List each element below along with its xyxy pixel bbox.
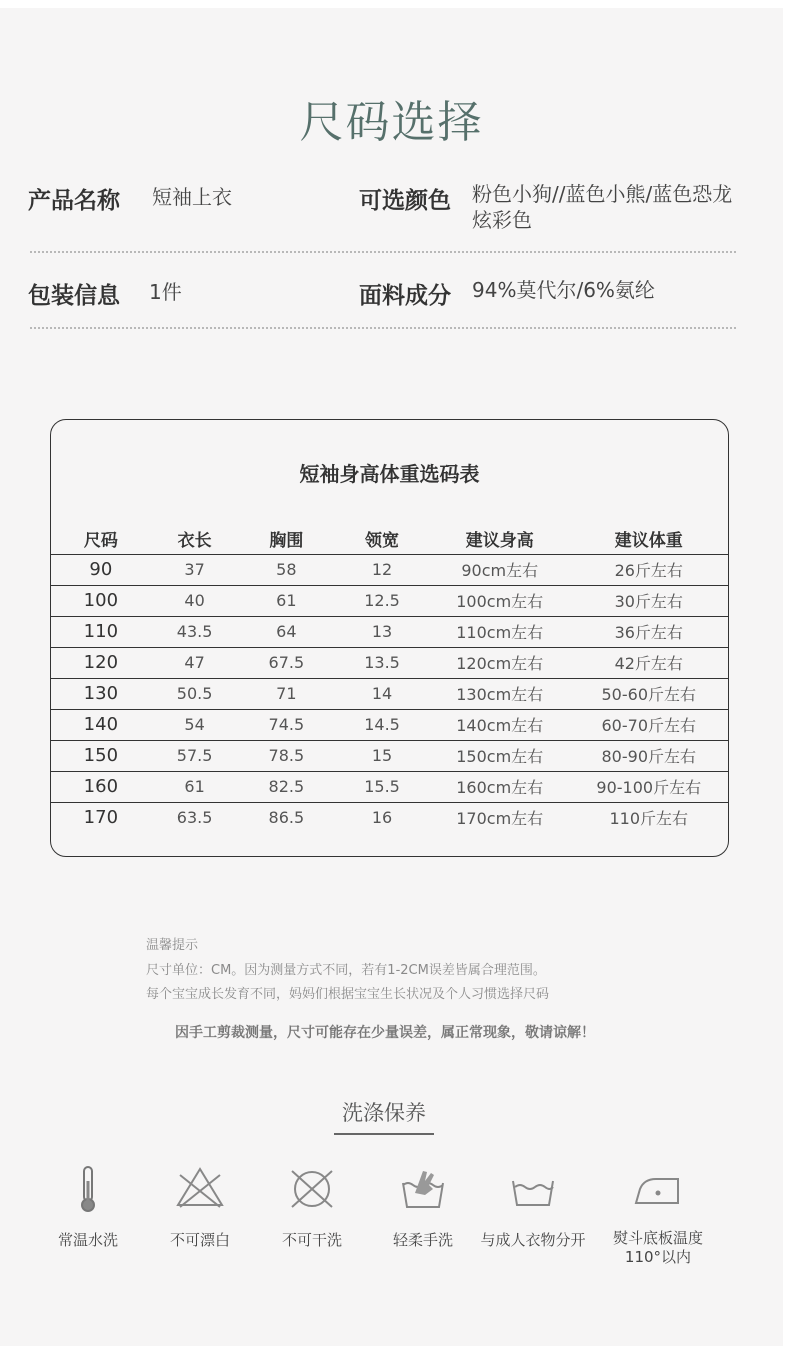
table-cell: 74.5	[238, 709, 334, 740]
size-chart-table	[51, 524, 728, 833]
table-cell: 61	[151, 771, 239, 802]
table-cell: 15.5	[334, 771, 430, 802]
table-row	[51, 585, 728, 616]
table-cell: 14.5	[334, 709, 430, 740]
header-chest: 胸围	[238, 524, 334, 554]
care-label: 不可漂白	[169, 1231, 230, 1249]
hand-wash-icon	[397, 1163, 449, 1213]
table-cell: 64	[238, 616, 334, 647]
size-cell: 170	[83, 807, 119, 829]
table-cell: 37	[151, 554, 239, 585]
table-cell: 130cm左右	[430, 678, 570, 709]
colors-value-line2: 炫彩色	[472, 208, 532, 232]
table-row	[51, 802, 728, 833]
colors-value-line1: 粉色小狗//蓝色小熊/蓝色恐龙	[472, 182, 733, 206]
table-cell: 82.5	[238, 771, 334, 802]
header-length: 衣长	[151, 524, 239, 554]
table-cell: 30斤左右	[570, 585, 728, 616]
table-cell: 110cm左右	[430, 616, 570, 647]
product-name-value: 短袖上衣	[152, 185, 232, 209]
package-value: 1件	[149, 280, 182, 304]
table-row	[51, 709, 728, 740]
header-size: 尺码	[51, 524, 151, 554]
care-label: 轻柔手洗	[392, 1231, 453, 1249]
table-cell: 12.5	[334, 585, 430, 616]
size-cell: 130	[51, 678, 151, 709]
tips-line-1: 尺寸单位：CM。因为测量方式不同，若有1-2CM误差皆属合理范围。	[146, 963, 546, 978]
fabric-value: 94%莫代尔/6%氨纶	[472, 278, 655, 302]
table-header-row	[51, 524, 728, 554]
measurement-notice: 因手工剪裁测量，尺寸可能存在少量误差，属正常现象，敬请谅解！	[175, 1025, 595, 1041]
care-item-wash-separately	[463, 1163, 603, 1250]
table-cell: 80-90斤左右	[570, 740, 728, 771]
table-cell: 54	[151, 709, 239, 740]
table-cell: 78.5	[238, 740, 334, 771]
table-cell: 42斤左右	[570, 647, 728, 678]
table-cell: 13.5	[334, 647, 430, 678]
table-cell: 63.5	[176, 808, 213, 828]
table-row	[51, 554, 728, 585]
table-cell: 90cm左右	[430, 554, 570, 585]
product-name-label: 产品名称	[28, 188, 120, 214]
tips-title: 温馨提示	[146, 938, 199, 953]
care-label: 常温水洗	[57, 1231, 118, 1249]
table-row	[51, 647, 728, 678]
table-cell: 26斤左右	[570, 554, 728, 585]
header-collar: 领宽	[334, 524, 430, 554]
table-cell: 120cm左右	[430, 647, 570, 678]
dotted-divider	[30, 327, 736, 329]
table-cell: 110斤左右	[609, 809, 689, 829]
table-cell: 160cm左右	[430, 771, 570, 802]
care-label: 熨斗底板温度	[612, 1229, 703, 1247]
table-row	[51, 771, 728, 802]
colors-label: 可选颜色	[359, 188, 451, 214]
table-cell: 150cm左右	[430, 740, 570, 771]
wash-separately-icon	[507, 1163, 559, 1213]
table-cell: 15	[334, 740, 430, 771]
care-label-line2: 110°以内	[624, 1248, 692, 1266]
table-cell: 90-100斤左右	[570, 771, 728, 802]
table-cell: 13	[334, 616, 430, 647]
size-cell: 160	[51, 771, 151, 802]
package-label: 包装信息	[28, 283, 120, 309]
dotted-divider	[30, 251, 736, 253]
table-cell: 86.5	[268, 808, 305, 828]
table-row	[51, 616, 728, 647]
table-cell: 14	[334, 678, 430, 709]
size-cell: 140	[51, 709, 151, 740]
table-cell: 67.5	[238, 647, 334, 678]
table-cell: 170cm左右	[456, 809, 544, 829]
size-cell: 120	[51, 647, 151, 678]
table-cell: 71	[238, 678, 334, 709]
size-chart-title: 短袖身高体重选码表	[299, 462, 480, 486]
table-cell: 50-60斤左右	[570, 678, 728, 709]
table-cell: 47	[151, 647, 239, 678]
size-cell: 110	[51, 616, 151, 647]
table-row	[51, 740, 728, 771]
table-cell: 58	[238, 554, 334, 585]
table-cell: 36斤左右	[570, 616, 728, 647]
table-cell: 50.5	[151, 678, 239, 709]
header-height: 建议身高	[430, 524, 570, 554]
fabric-label: 面料成分	[359, 283, 451, 309]
care-title: 洗涤保养	[342, 1101, 426, 1125]
size-chart-box	[50, 419, 729, 857]
size-cell: 100	[51, 585, 151, 616]
table-row	[51, 678, 728, 709]
size-cell: 150	[51, 740, 151, 771]
table-cell: 16	[371, 808, 393, 828]
thermometer-icon	[64, 1163, 112, 1213]
table-cell: 60-70斤左右	[570, 709, 728, 740]
no-dry-clean-icon	[286, 1163, 338, 1213]
table-cell: 12	[334, 554, 430, 585]
page-title: 尺码选择	[299, 97, 484, 148]
iron-icon	[632, 1163, 684, 1213]
table-cell: 43.5	[151, 616, 239, 647]
header-weight: 建议体重	[570, 524, 728, 554]
care-label: 不可干洗	[281, 1231, 342, 1249]
care-item-iron	[588, 1163, 728, 1267]
no-bleach-icon	[174, 1163, 226, 1213]
table-cell: 61	[238, 585, 334, 616]
table-cell: 100cm左右	[430, 585, 570, 616]
table-cell: 57.5	[151, 740, 239, 771]
care-title-underline	[334, 1133, 434, 1135]
size-cell: 90	[51, 554, 151, 585]
care-label: 与成人衣物分开	[480, 1231, 586, 1249]
table-cell: 140cm左右	[430, 709, 570, 740]
table-cell: 40	[151, 585, 239, 616]
tips-line-2: 每个宝宝成长发育不同，妈妈们根据宝宝生长状况及个人习惯选择尺码	[146, 987, 550, 1002]
